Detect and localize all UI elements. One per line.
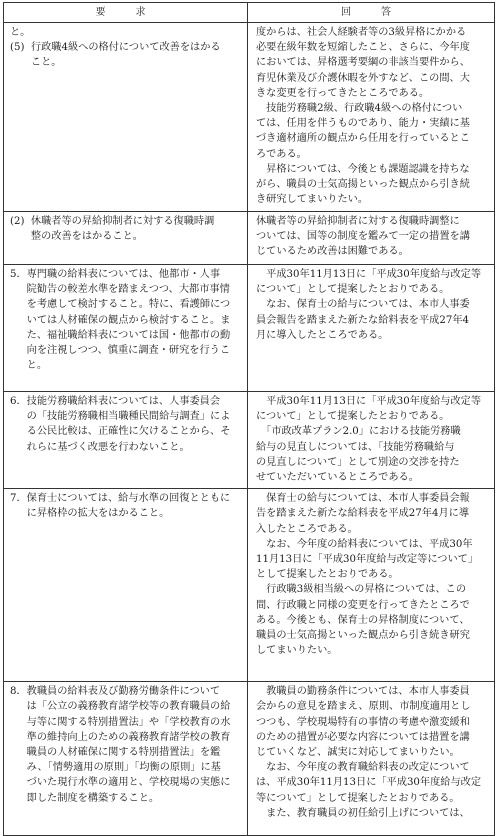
answer-paragraph: 行政職3級相当級への昇格については、この 間、行政職と同様の変更を行ってきたところで ある。今後とも、保育士の昇格制度について、 職員の士気高揚といった観点から引き続き研究 してまいりたい。 bbox=[256, 584, 470, 657]
answer-paragraph: なお、保育士の給与については、本市人事委 員会報告を踏まえた新たな給料表を平成27年4 月に導入したところである。 bbox=[256, 299, 470, 341]
answer-paragraph: 度からは、社会人経験者等の3級昇格にかかる 必要在級年数を短縮したこと、さらに、今年度 においては、昇格選考要綱の非該当要件から、 育児休業及び介護休暇を外すなど、この間、大 きな変更を行ってきたところである。 bbox=[256, 27, 470, 99]
demand-item bbox=[10, 684, 243, 806]
table-row bbox=[4, 489, 494, 682]
demand-text: 技能労務職給料表については、人事委員会 の「技能労務職相当職種民間給与調査」によ る公民比較は、正確性に欠けることから、そ れらに基づく改悪を行わないこと。 bbox=[26, 396, 231, 453]
demand-cell bbox=[4, 392, 248, 488]
answer-paragraph: 平成30年11月13日に「平成30年度給与改定等 について」として提案したとおりである。 bbox=[256, 269, 482, 296]
demand-text: 教職員の給料表及び勤務労働条件について は「公立の義務教育諸学校等の教育職員の給 与等に関する特別措置法」や「学校教育の水 準の維持向上のための義務教育諸学校の教育 職員の人材確保に関する特別措置法」を鑑 み、「情勢適用の原則」「均衡の原則」に基 づいた現行水準の適用と、学校現場の実態に 即した制度を構築すること。 bbox=[26, 686, 231, 804]
table-row bbox=[4, 265, 494, 392]
table-row bbox=[4, 392, 494, 489]
demand-item bbox=[10, 214, 243, 244]
answer-paragraph: 「市政改革プラン2.0」における技能労務職 給与の見直しについては、「技能労務職給与 の見直しについて」として別途の交渉を持た せていただいているところである。 bbox=[256, 426, 461, 484]
demand-cell bbox=[4, 265, 248, 391]
table-row bbox=[4, 682, 494, 835]
demand-text: 行政職4級への格付について改善をはかる こと。 bbox=[30, 42, 221, 69]
header-answer: 回 答 bbox=[341, 7, 401, 18]
demand-text: 保育士については、給与水準の回復とともに に昇格枠の拡大をはかること。 bbox=[26, 493, 231, 520]
item-number: 6． bbox=[10, 396, 27, 407]
answer-paragraph: 教職員の勤務条件については、本市人事委員 会からの意見を踏まえ、原則、市制度適用とし つつも、学校現場特有の事情の考慮や激変緩和 のための措置が必要な内容については措置を講 じていくなど、誠実に対応してまいりたい。 bbox=[256, 686, 471, 759]
demand-item bbox=[10, 394, 243, 455]
demand-cell bbox=[4, 23, 248, 211]
item-number: (2) bbox=[10, 216, 31, 227]
answer-paragraph: また、教育職員の初任給引上げについては、 bbox=[256, 807, 470, 819]
table-row bbox=[4, 23, 494, 212]
header-demand: 要 求 bbox=[4, 3, 248, 22]
answer-cell bbox=[248, 682, 494, 835]
item-number: (5) bbox=[10, 42, 31, 54]
answer-cell bbox=[248, 392, 494, 488]
item-number: 5． bbox=[10, 269, 27, 280]
answer-paragraph: 昇格については、今後とも課題認識を持ちな がら、職員の士気高揚といった観点から引き続 き研究してまいりたい。 bbox=[256, 163, 470, 206]
demand-text: 休職者等の昇給抑制者に対する復職時調 整の改善をはかること。 bbox=[30, 216, 215, 243]
item-number: 7． bbox=[10, 493, 27, 505]
answer-cell bbox=[248, 23, 494, 211]
demand-item bbox=[10, 25, 243, 40]
demand-item bbox=[10, 267, 243, 373]
reply-table bbox=[3, 2, 495, 836]
answer-paragraph: 平成30年11月13日に「平成30年度給与改定等 について」として提案したとおりである。 bbox=[256, 396, 482, 423]
answer-paragraph: 保育士の給与については、本市人事委員会報 告を踏まえた新たな給料表を平成27年4月に導 入したところである。 bbox=[256, 493, 470, 535]
demand-item bbox=[10, 491, 243, 521]
answer-cell bbox=[248, 489, 494, 681]
demand-cell bbox=[4, 212, 248, 264]
demand-text: 専門職の給料表については、他都市・人事 院勧告の較差水準を踏まえつつ、大都市事情 を考慮して検討すること。特に、看護師につ いては人材確保の観点から検討すること。ま た、福祉職給料表については国・他都市の動 向を注視しつつ、慎重に調査・研究を行うこ と。 bbox=[26, 269, 231, 372]
answer-paragraph: 技能労務職2級、行政職4級への格付につい ては、任用を伴うものであり、能力・実績に基 づき適材適所の観点から任用を行っているとこ ろである。 bbox=[256, 103, 470, 160]
demand-item bbox=[10, 40, 243, 70]
answer-paragraph: なお、今年度の給料表については、平成30年 11月13日に「平成30年度給与改定等について」 として提案したとおりである。 bbox=[256, 538, 479, 581]
answer-cell bbox=[248, 212, 494, 264]
demand-text: と。 bbox=[10, 27, 31, 38]
item-number: 8． bbox=[10, 686, 27, 698]
table-body bbox=[4, 23, 494, 835]
demand-cell bbox=[4, 489, 248, 681]
answer-paragraph: なお、今年度の教育職給料表の改定について は、平成30年11月13日に「平成30年度給与改定 等について」として提案したとおりである。 bbox=[256, 762, 482, 804]
answer-cell bbox=[248, 265, 494, 391]
table-header bbox=[4, 3, 494, 23]
answer-paragraph: 休職者等の昇給抑制者に対する復職時調整に ついては、国等の制度を鑑みて一定の措置を講 じているため改善は困難である。 bbox=[256, 216, 470, 258]
demand-cell bbox=[4, 682, 248, 835]
table-row bbox=[4, 212, 494, 265]
